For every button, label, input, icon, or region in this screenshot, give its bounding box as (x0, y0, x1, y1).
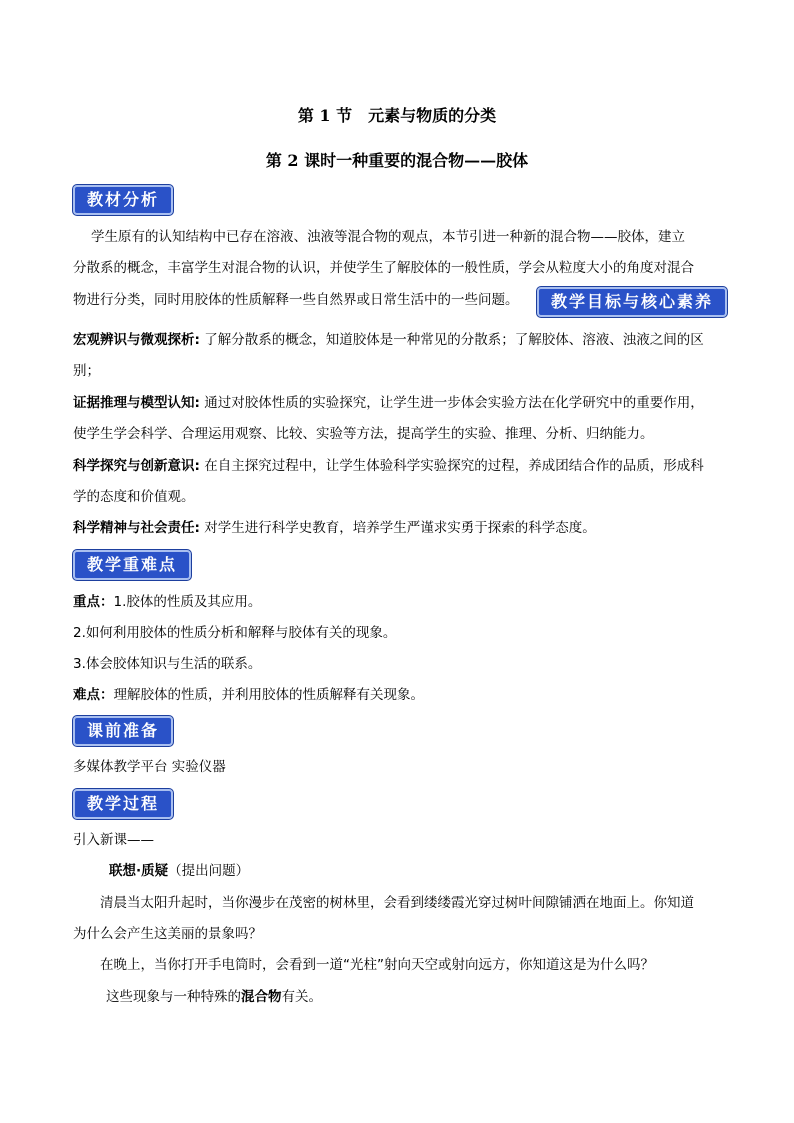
sub-heading-rest: （提出问题） (168, 863, 250, 879)
key-text: 1.胶体的性质及其应用。 (113, 594, 262, 610)
key-label: 重点： (73, 594, 114, 610)
goal-item-3 (73, 456, 704, 476)
badge-goals: 教学目标与核心素养 (537, 287, 727, 317)
para-3-pre: 这些现象与一种特殊的 (106, 989, 241, 1005)
badge-analysis: 教材分析 (73, 185, 173, 215)
prep-text: 多媒体教学平台 实验仪器 (73, 759, 226, 775)
para-1a: 清晨当太阳升起时，当你漫步在茂密的树林里，会看到缕缕霞光穿过树叶间隙铺洒在地面上。你知道 (100, 895, 694, 911)
goal-text: 对学生进行科学史教育，培养学生严谨求实勇于探索的科学态度。 (199, 520, 596, 536)
hard-text: 理解胶体的性质，并利用胶体的性质解释有关现象。 (113, 687, 424, 703)
key-point-3: 3.体会胶体知识与生活的联系。 (73, 656, 262, 672)
goal-label: 科学精神与社会责任: (73, 520, 200, 536)
key-point-1 (73, 592, 261, 612)
goal-item-2 (73, 393, 704, 413)
para-2: 在晚上，当你打开手电筒时，会看到一道“光柱”射向天空或射向远方，你知道这是为什么吗？ (100, 957, 654, 973)
goal-text: 通过对胶体性质的实验探究，让学生进一步体会实验方法在化学研究中的重要作用， (199, 395, 704, 411)
hard-point (73, 685, 424, 705)
badge-prep: 课前准备 (73, 716, 173, 746)
goal-label: 科学探究与创新意识: (73, 458, 200, 474)
goal-label: 证据推理与模型认知: (73, 395, 200, 411)
para-3-post: 有关。 (281, 989, 322, 1005)
analysis-text-3: 物进行分类，同时用胶体的性质解释一些自然界或日常生活中的一些问题。 (73, 292, 519, 308)
intro-line: 引入新课—— (73, 832, 154, 848)
badge-process: 教学过程 (73, 789, 173, 819)
goal-item-2-cont: 使学生学会科学、合理运用观察、比较、实验等方法，提高学生的实验、推理、分析、归纳能力。 (73, 426, 654, 442)
hard-label: 难点： (73, 687, 114, 703)
para-1b: 为什么会产生这美丽的景象吗？ (73, 926, 262, 942)
sub-heading-bold: 联想·质疑 (109, 863, 169, 879)
goal-label: 宏观辨识与微观探析: (73, 332, 200, 348)
key-point-2: 2.如何利用胶体的性质分析和解释与胶体有关的现象。 (73, 625, 397, 641)
para-3 (106, 987, 322, 1007)
analysis-text-1: 学生原有的认知结构中已存在溶液、浊液等混合物的观点，本节引进一种新的混合物——胶体，建立 (91, 229, 685, 245)
goal-item-1 (73, 330, 704, 350)
para-3-bold: 混合物 (241, 989, 282, 1005)
goal-item-1-cont: 别； (73, 363, 100, 379)
lesson-title: 第 2 课时一种重要的混合物——胶体 (265, 151, 529, 170)
goal-item-3-cont: 学的态度和价值观。 (73, 489, 195, 505)
goal-text: 在自主探究过程中，让学生体验科学实验探究的过程，养成团结合作的品质，形成科 (199, 458, 704, 474)
sub-heading (109, 861, 249, 881)
goal-text: 了解分散系的概念，知道胶体是一种常见的分散系；了解胶体、溶液、浊液之间的区 (199, 332, 704, 348)
badge-difficulties: 教学重难点 (73, 550, 191, 580)
goal-item-4 (73, 518, 596, 538)
analysis-text-2: 分散系的概念，丰富学生对混合物的认识，并使学生了解胶体的一般性质，学会从粒度大小的角度对混合 (73, 260, 694, 276)
section-title: 第 1 节 元素与物质的分类 (297, 106, 497, 125)
